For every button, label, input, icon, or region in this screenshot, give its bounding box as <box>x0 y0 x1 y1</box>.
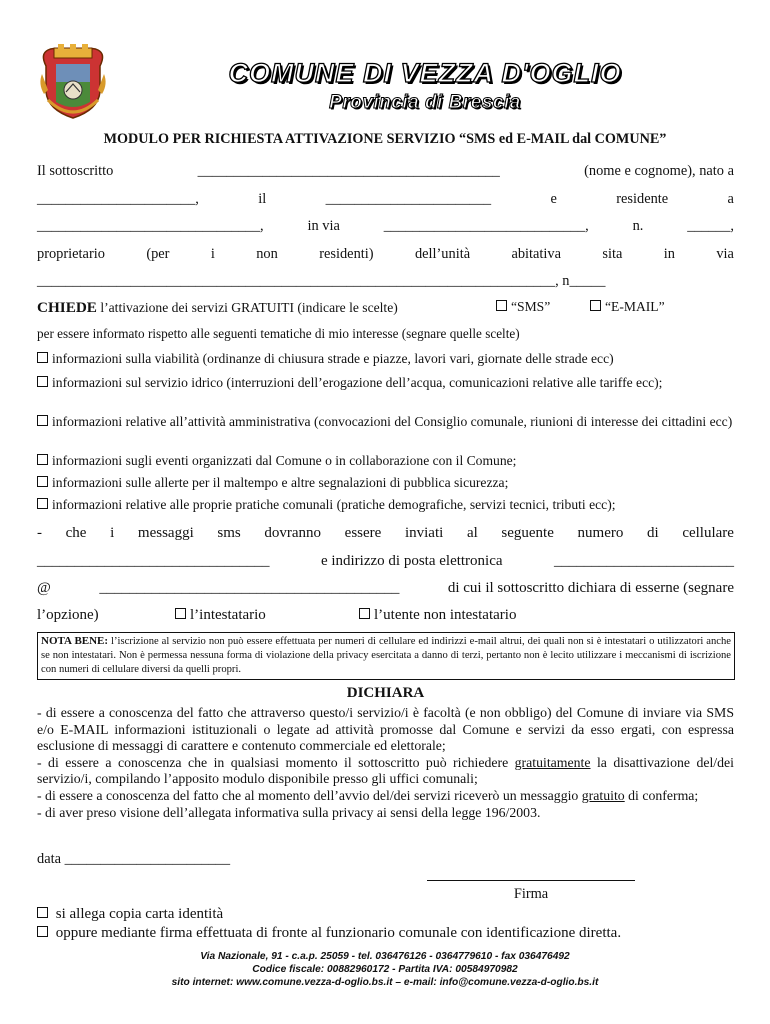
topic-checkbox[interactable] <box>37 415 48 426</box>
attachment-label: si allega copia carta identità <box>55 906 224 922</box>
date-field[interactable]: data _______________________ <box>37 851 231 867</box>
chiede-line <box>37 299 734 317</box>
nota-bene-label: NOTA BENE: <box>41 635 109 647</box>
topic-label: informazioni sulle allerte per il maltempo e altre segnalazioni di pubblica sicurezza; <box>52 475 509 490</box>
declaration-text: di conferma; <box>624 787 699 803</box>
topic-label: informazioni sul servizio idrico (interruzioni dell’erogazione dell’acqua, comunicazioni relative alle tariffe ecc); <box>52 375 663 390</box>
word: in <box>663 246 675 262</box>
topic-label: informazioni relative all’attività amministrativa (convocazioni del Consiglio comunale, riunioni di interesse dei cittadini ecc) <box>52 414 733 429</box>
label-e: e <box>550 191 557 207</box>
nota-bene-text: l’iscrizione al servizio non può essere effettuata per numeri di cellulare ed indirizzi e-mail altrui, dei quali non si è intestatari o utilizzatori anche se non intestatari. Non è permessa nessuna forma di violazione della privacy esercitata a danno di terzi, pertanto non è lecito utilizzare i meccanismi di iscrizione con numeri di cellulare diversi da quelli propri. <box>41 636 731 675</box>
topic-checkbox[interactable] <box>37 454 48 465</box>
footer-address: Via Nazionale, 91 - c.a.p. 25059 - tel. 036476126 - 0364779610 - fax 036476492 <box>200 951 570 962</box>
option-label: l’opzione) <box>37 607 99 623</box>
house-number-field[interactable]: ______, <box>687 218 734 234</box>
dichiara-body <box>37 705 734 821</box>
mobile-number-field[interactable]: _______________________________ <box>37 553 270 569</box>
topic-item[interactable] <box>37 474 734 491</box>
name-field[interactable]: __________________________________________ <box>197 163 500 179</box>
declaration-text: - di essere a conoscenza del fatto che al momento dell’avvio del/dei servizi riceverò un messaggio <box>37 787 582 803</box>
label-a: a <box>727 191 734 207</box>
topic-label: informazioni sugli eventi organizzati dal Comune o in collaborazione con il Comune; <box>52 453 517 468</box>
page-subtitle: Provincia di Brescia <box>329 92 521 113</box>
email-label: “E-MAIL” <box>605 299 665 314</box>
word: cellulare <box>682 525 734 541</box>
signature-label: Firma <box>513 886 549 902</box>
email-address-label: e indirizzo di posta elettronica <box>320 553 503 569</box>
sms-line-3 <box>37 580 734 597</box>
topic-checkbox[interactable] <box>37 376 48 387</box>
word: che <box>65 525 87 541</box>
attachment-label: oppure mediante firma effettuata di fronte al funzionario comunale con identificazione diretta. <box>55 925 622 941</box>
option-non-intestatario[interactable] <box>359 607 516 624</box>
word: inviati <box>404 525 444 541</box>
topic-checkbox[interactable] <box>37 498 48 509</box>
page-title: COMUNE DI VEZZA D'OGLIO <box>228 58 622 88</box>
property-street-field[interactable] <box>37 273 734 290</box>
sms-label: “SMS” <box>511 299 551 314</box>
sms-line-1 <box>37 525 734 542</box>
word: numero <box>577 525 624 541</box>
owner-line <box>37 246 734 263</box>
label-residente: residente <box>616 191 669 207</box>
non-intestatario-label: l’utente non intestatario <box>374 607 517 623</box>
declaration-item <box>37 788 734 805</box>
declaration-text: la disattivazione del/dei servizio/i, compilando l’apposito modulo disponibile presso gli uffici comunali; <box>37 754 734 787</box>
topic-item[interactable] <box>37 374 734 391</box>
birthdate-field[interactable]: _______________________ <box>325 191 492 207</box>
at-sign: @ <box>37 580 51 596</box>
word: via <box>716 246 734 262</box>
topic-label: informazioni relative alle proprie pratiche comunali (pratiche demografiche, servizi tecnici, tributi ecc); <box>52 497 616 512</box>
word: i <box>210 246 215 262</box>
signature-line[interactable] <box>427 880 635 881</box>
word: messaggi <box>137 525 194 541</box>
email-checkbox[interactable] <box>590 300 601 311</box>
word: dell’unità <box>414 246 471 262</box>
option-sms[interactable] <box>496 299 550 315</box>
word: di <box>647 525 659 541</box>
sms-line-4 <box>37 607 734 624</box>
topic-item[interactable] <box>37 413 734 430</box>
declaration-item: - di essere a conoscenza del fatto che attraverso questo/i servizio/i è facoltà (e non obbligo) del Comune di inviare via SMS e/o E-MAIL informazioni istituzionali o legate ad attività promosse dal Comune e servizi da esso ergati, con espressa esclusione di messaggi di carattere e contenuto commerciale ed elettorale; <box>37 705 734 754</box>
word: seguente <box>501 525 554 541</box>
word: sita <box>602 246 623 262</box>
sms-line-2 <box>37 553 734 570</box>
non-intestatario-checkbox[interactable] <box>359 608 370 619</box>
residence-field[interactable]: _______________________________, <box>37 218 264 234</box>
attachment-item[interactable] <box>37 906 734 923</box>
footer-tax-codes: Codice fiscale: 00882960172 - Partita IVA: 00584970982 <box>252 964 518 975</box>
email-address-field[interactable]: ________________________ <box>553 553 734 569</box>
municipal-crest-icon <box>38 44 108 120</box>
word: proprietario <box>37 246 105 262</box>
sms-checkbox[interactable] <box>496 300 507 311</box>
declaration-item <box>37 755 734 788</box>
birthplace-field[interactable]: ______________________, <box>37 191 199 207</box>
chiede-text: l’attivazione dei servizi GRATUITI (indicare le scelte) <box>100 300 398 315</box>
topic-checkbox[interactable] <box>37 476 48 487</box>
word: essere <box>344 525 382 541</box>
topics-intro: per essere informato rispetto alle seguenti tematiche di mio interesse (segnare quelle scelte) <box>37 326 520 341</box>
property-street-blank[interactable]: ________________________________________________________________________, n_____ <box>37 273 606 289</box>
intestatario-label: l’intestatario <box>190 607 266 623</box>
underlined-word: gratuito <box>581 787 625 803</box>
word: i <box>110 525 115 541</box>
intestatario-checkbox[interactable] <box>175 608 186 619</box>
nota-bene-box <box>37 632 735 680</box>
applicant-line-2 <box>37 191 734 208</box>
option-intestatario[interactable] <box>175 607 266 624</box>
chiede-label: CHIEDE <box>37 299 97 316</box>
topic-item[interactable] <box>37 452 734 469</box>
form-heading: MODULO PER RICHIESTA ATTIVAZIONE SERVIZIO “SMS ed E-MAIL dal COMUNE” <box>103 131 667 147</box>
label-n: n. <box>632 218 644 234</box>
dichiara-heading: DICHIARA <box>346 685 425 701</box>
word: - <box>37 525 42 541</box>
street-field[interactable]: ____________________________, <box>383 218 589 234</box>
word: residenti) <box>319 246 374 262</box>
attachment-item[interactable] <box>37 925 734 942</box>
label-il: il <box>258 191 267 207</box>
footer-contacts: sito internet: www.comune.vezza-d-oglio.bs.it – e-mail: info@comune.vezza-d-oglio.bs.it <box>171 977 599 988</box>
ownership-declaration-text: di cui il sottoscritto dichiara di esserne (segnare <box>447 580 734 596</box>
label-sottoscritto: Il sottoscritto <box>37 163 114 179</box>
topic-checkbox[interactable] <box>37 352 48 363</box>
word: al <box>466 525 478 541</box>
label-in-via: in via <box>307 218 340 234</box>
word: dovranno <box>264 525 322 541</box>
label-nome-cognome: (nome e cognome), nato a <box>584 163 734 179</box>
word: sms <box>217 525 241 541</box>
word: non <box>256 246 278 262</box>
attachment-checkbox[interactable] <box>37 926 48 937</box>
word: abitativa <box>511 246 562 262</box>
applicant-line-3 <box>37 218 734 235</box>
declaration-text: - di essere a conoscenza che in qualsiasi momento il sottoscritto può richiedere <box>37 754 515 770</box>
applicant-line-1 <box>37 163 734 180</box>
topic-label: informazioni sulla viabilità (ordinanze di chiusura strade e piazze, lavori vari, giornate delle strade ecc) <box>52 351 614 366</box>
attachment-checkbox[interactable] <box>37 907 48 918</box>
underlined-word: gratuitamente <box>514 754 591 770</box>
topic-item[interactable] <box>37 496 734 513</box>
declaration-item: - di aver preso visione dell’allegata informativa sulla privacy ai sensi della legge 196/2003. <box>37 804 541 820</box>
option-email[interactable] <box>590 299 665 315</box>
word: (per <box>146 246 170 262</box>
topic-item[interactable] <box>37 350 734 367</box>
email-domain-field[interactable]: ________________________________________ <box>99 580 400 596</box>
